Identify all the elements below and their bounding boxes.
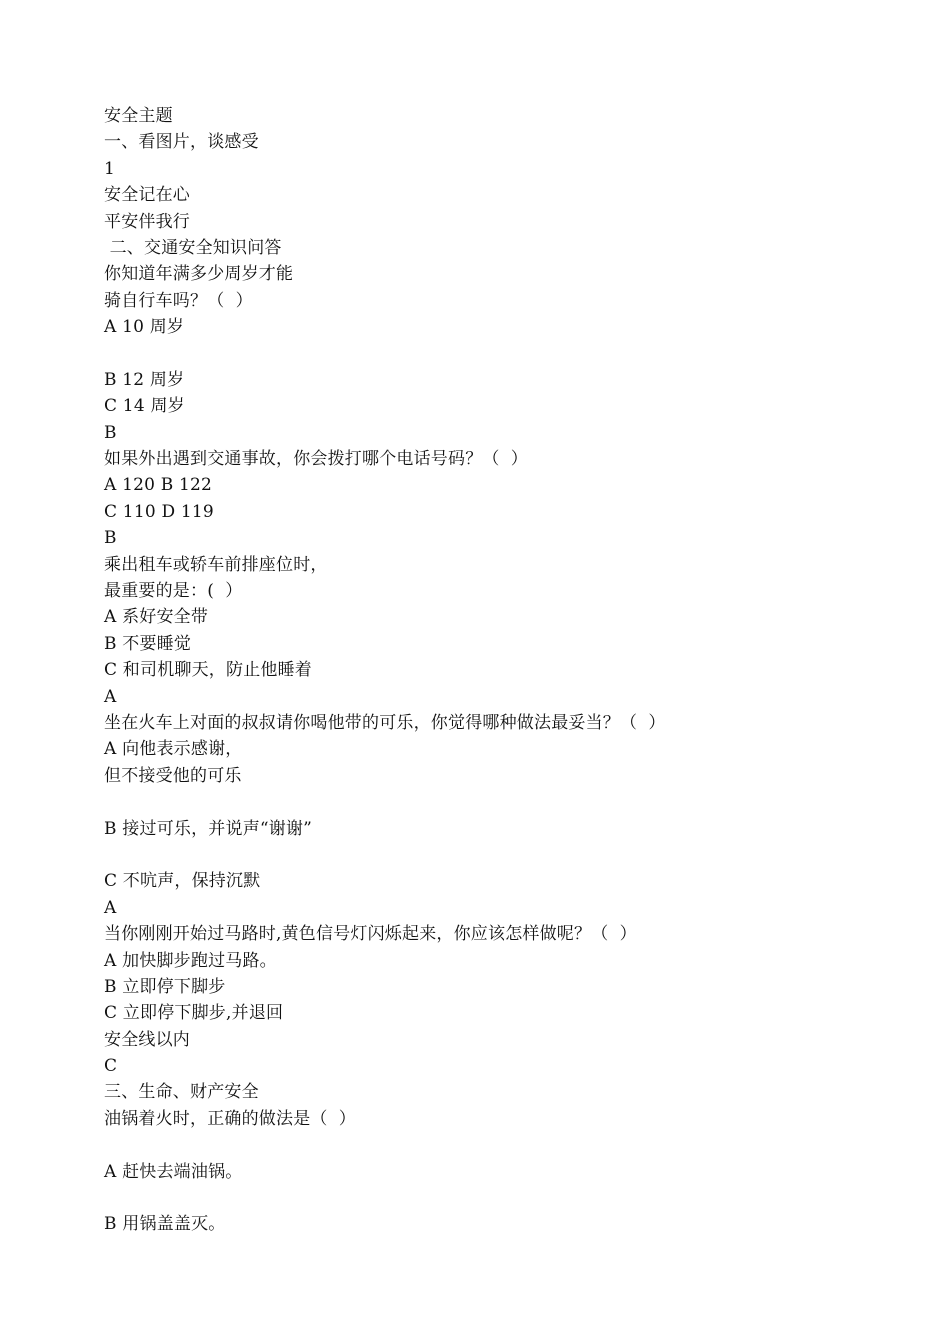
text-line: 当你刚刚开始过马路时,黄色信号灯闪烁起来，你应该怎样做呢？（ ） [104, 924, 637, 945]
text-line: B 接过可乐，并说声“谢谢” [104, 818, 313, 839]
text-line: 一、看图片，谈感受 [104, 132, 259, 153]
text-line: 但不接受他的可乐 [104, 765, 242, 786]
text-line [104, 341, 864, 367]
text-line [104, 842, 864, 868]
text-line: 你知道年满多少周岁才能 [104, 264, 294, 285]
text-line: C 和司机聊天，防止他睡着 [104, 660, 313, 681]
text-line: 最重要的是：( ） [104, 581, 243, 602]
text-line: B 12 周岁 [104, 369, 185, 390]
text-line: A 向他表示感谢， [104, 739, 243, 760]
text-line: 安全记在心 [104, 185, 190, 206]
text-line: A [104, 686, 117, 707]
text-line [104, 1132, 864, 1158]
text-line: A [104, 897, 117, 918]
text-line: 三、生命、财产安全 [104, 1082, 259, 1103]
text-line: 油锅着火时，正确的做法是（ ） [104, 1108, 357, 1129]
text-line: A 系好安全带 [104, 607, 209, 628]
text-line: 安全线以内 [104, 1029, 190, 1050]
text-line: B 不要睡觉 [104, 633, 192, 654]
text-line: C 110 D 119 [104, 501, 214, 522]
text-line: 二、交通安全知识问答 [104, 237, 282, 258]
text-line: 安全主题 [104, 106, 173, 126]
text-line: A 10 周岁 [104, 317, 185, 338]
text-line: C [104, 1056, 118, 1077]
text-line [104, 789, 864, 815]
text-line: A 赶快去端油锅。 [104, 1161, 243, 1182]
text-line: 1 [104, 158, 116, 179]
text-line: C 立即停下脚步,并退回 [104, 1003, 284, 1024]
text-line: 坐在火车上对面的叔叔请你喝他带的可乐，你觉得哪种做法最妥当？（ ） [104, 712, 666, 733]
text-line: B [104, 422, 117, 443]
text-line: C 不吭声，保持沉默 [104, 871, 261, 892]
text-line: A 120 B 122 [104, 475, 213, 496]
document-body [104, 103, 864, 1238]
text-line: B [104, 528, 117, 549]
text-line: B 立即停下脚步 [104, 976, 226, 997]
text-line: B 用锅盖盖灭。 [104, 1214, 226, 1235]
text-line: 平安伴我行 [104, 211, 190, 232]
text-line: 乘出租车或轿车前排座位时， [104, 554, 328, 575]
text-line [104, 1185, 864, 1211]
text-line: 如果外出遇到交通事故，你会拨打哪个电话号码？（ ） [104, 449, 529, 470]
text-line: 骑自行车吗？（ ） [104, 290, 253, 311]
text-line: A 加快脚步跑过马路。 [104, 950, 277, 971]
text-line: C 14 周岁 [104, 396, 185, 417]
